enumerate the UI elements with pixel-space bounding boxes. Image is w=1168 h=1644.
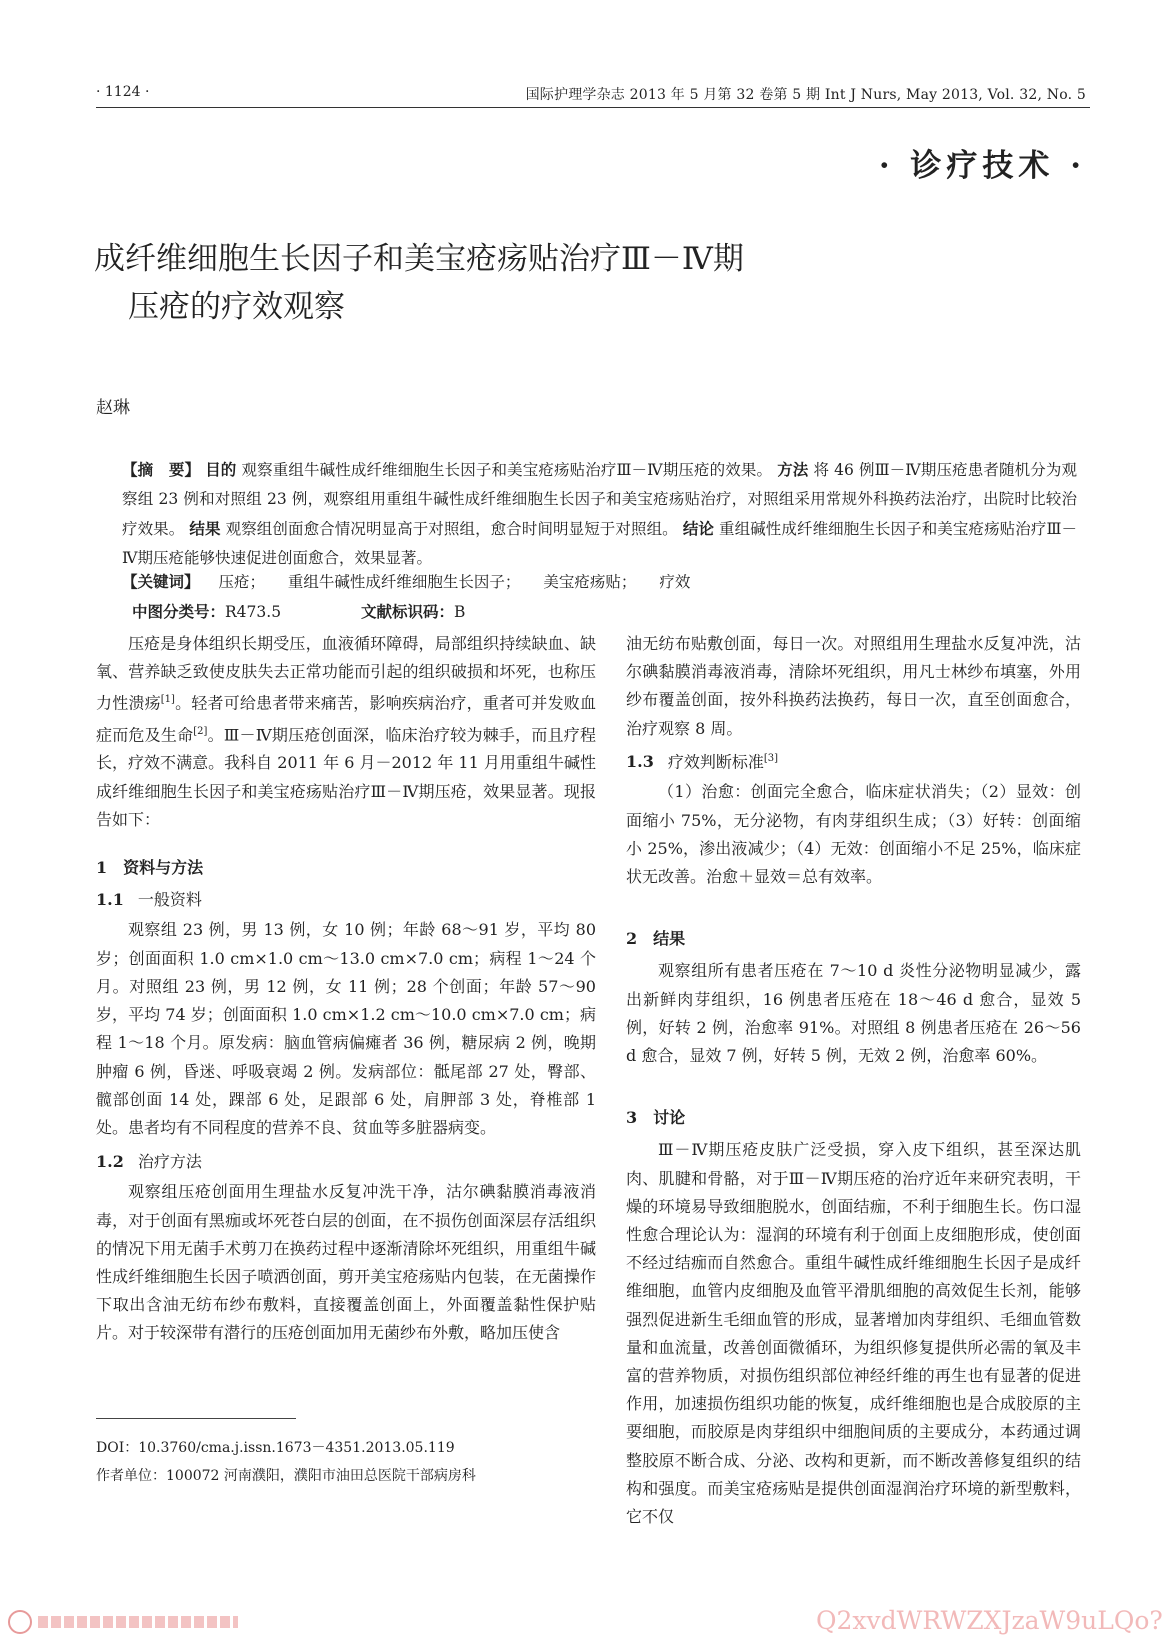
section-1-heading <box>96 854 596 882</box>
doc-code-label: 文献标识码： <box>360 602 454 621</box>
objective-label: 目的 <box>205 460 237 479</box>
section-1-2-heading <box>96 1148 596 1176</box>
section-1-3-heading <box>626 745 1081 777</box>
publisher-logo <box>8 1610 248 1636</box>
conclusion-label: 结论 <box>682 519 714 538</box>
section-1-1-heading <box>96 886 596 914</box>
section-number: 1.1 <box>96 890 124 910</box>
clc-code: R473.5 <box>225 603 282 621</box>
intro-text-a: 压疮是身体组织长期受压，血液循环障碍，局部组织持续缺血、缺氧、营养缺乏致使皮肤失去正常功能而引起的组织破损和坏死，也称压力性溃疡 <box>96 634 596 713</box>
logo-text-graphic <box>38 1616 238 1628</box>
section-2-paragraph: 观察组所有患者压疮在 7～10 d 炎性分泌物明显减少，露出新鲜肉芽组织，16 例患者压疮在 18～46 d 愈合，显效 5 例，好转 2 例，治愈率 91%。对照组 8 例患者压疮在 26～56 d 愈合，显效 7 例，好转 5 例，无效 2 例，治愈率 60%。 <box>626 961 1081 1065</box>
article-title <box>94 235 744 331</box>
keyword-item: 疗效 <box>659 573 691 591</box>
title-line-2: 压疮的疗效观察 <box>128 289 345 325</box>
section-title: 讨论 <box>653 1108 686 1128</box>
methods-text: 将 46 例Ⅲ－Ⅳ期压疮患者随机分为观察组 23 例和对照组 23 例，观察组用重组牛碱性成纤维细胞生长因子和美宝疮疡贴治疗，对照组采用常规外科换药法治疗，出院时比较治疗效果。 <box>122 461 1077 538</box>
keyword-item: 重组牛碱性成纤维细胞生长因子； <box>287 573 521 591</box>
reference-mark: [3] <box>763 752 779 764</box>
reference-mark: [2] <box>193 725 208 737</box>
body-column-left <box>96 630 596 1348</box>
journal-header: 国际护理学杂志 2013 年 5 月第 32 卷第 5 期 Int J Nurs, May 2013, Vol. 32, No. 5 <box>525 87 1086 103</box>
doi: DOI：10.3760/cma.j.issn.1673－4351.2013.05.119 <box>96 1440 455 1456</box>
classification <box>132 600 465 622</box>
seal-icon <box>8 1610 32 1634</box>
section-number: 1 <box>96 858 108 878</box>
section-tag: · 诊疗技术 · <box>878 148 1086 184</box>
abstract <box>122 455 1077 573</box>
section-title: 治疗方法 <box>137 1152 202 1172</box>
section-title: 结果 <box>653 929 686 949</box>
intro-paragraph <box>96 630 596 834</box>
conclusion-text: 重组碱性成纤维细胞生长因子和美宝疮疡贴治疗Ⅲ－Ⅳ期压疮能够快速促进创面愈合，效果显著。 <box>122 520 1077 567</box>
section-number: 2 <box>626 929 638 949</box>
keyword-item: 美宝疮疡贴； <box>543 573 637 591</box>
abstract-label: 【摘 要】 <box>122 460 201 479</box>
intro-text-b: 。轻者可给患者带来痛苦，影响疾病治疗，重者可并发败血症而危及生命 <box>96 693 596 745</box>
author-affiliation: 作者单位：100072 河南濮阳，濮阳市油田总医院干部病房科 <box>96 1468 476 1484</box>
footnote-rule <box>96 1418 296 1419</box>
section-1-2-paragraph: 观察组压疮创面用生理盐水反复冲洗干净，沽尔碘黏膜消毒液消毒，对于创面有黑痂或坏死苍白层的创面，在不损伤创面深层存活组织的情况下用无菌手术剪刀在换药过程中逐渐清除坏死组织，用重组牛碱性成纤维细胞生长因子喷洒创面，剪开美宝疮疡贴内包装，在无菌操作下取出含油无纺布纱布敷料，直接覆盖创面上，外面覆盖黏性保护贴片。对于较深带有潜行的压疮创面加用无菌纱布外敷，略加压使含 <box>96 1182 596 1343</box>
section-3-paragraph: Ⅲ－Ⅳ期压疮皮肤广泛受损，穿入皮下组织，甚至深达肌肉、肌腱和骨骼，对于Ⅲ－Ⅳ期压疮的治疗近年来研究表明，干燥的环境易导致细胞脱水，创面结痂，不利于细胞生长。伤口湿性愈合理论认为：湿润的环境有利于创面上皮细胞形成，使创面不经过结痂而自然愈合。重组牛碱性成纤维细胞生长因子是成纤维细胞，血管内皮细胞及血管平滑肌细胞的高效促生长剂，能够强烈促进新生毛细血管的形成，显著增加肉芽组织、毛细血管数量和血流量，改善创面微循环，为组织修复提供所必需的氧及丰富的营养物质，对损伤组织部位神经纤维的再生也有显著的促进作用，加速损伤组织功能的恢复，成纤维细胞也是合成胶原的主要细胞，而胶原是肉芽组织中细胞间质的主要成分，本药通过调整胶原不断合成、分泌、改构和更新，而不断改善修复组织的结构和强度。而美宝疮疡贴是提供创面湿润治疗环境的新型敷料，它不仅 <box>626 1140 1081 1527</box>
page-number: · 1124 · <box>96 84 150 100</box>
header-rule <box>96 107 1090 108</box>
section-number: 1.2 <box>96 1152 124 1172</box>
continued-paragraph: 油无纺布贴敷创面，每日一次。对照组用生理盐水反复冲洗，沽尔碘黏膜消毒液消毒，清除坏死组织，用凡士林纱布填塞，外用纱布覆盖创面，按外科换药法换药，每日一次，直至创面愈合，治疗观察 8 周。 <box>626 634 1081 738</box>
section-title: 一般资料 <box>137 890 202 910</box>
section-1-3-paragraph: （1）治愈：创面完全愈合，临床症状消失；（2）显效：创面缩小 75%，无分泌物，有肉芽组织生成；（3）好转：创面缩小 25%，渗出液减少；（4）无效：创面缩小不足 25%，临床症状无改善。治愈＋显效＝总有效率。 <box>626 782 1081 886</box>
doc-code: B <box>453 603 466 621</box>
keywords <box>122 570 708 592</box>
section-number: 1.3 <box>626 752 654 772</box>
objective-text: 观察重组牛碱性成纤维细胞生长因子和美宝疮疡贴治疗Ⅲ－Ⅳ期压疮的效果。 <box>241 461 773 479</box>
reference-mark: [1] <box>160 694 175 706</box>
author: 赵琳 <box>96 398 130 418</box>
section-2-heading <box>626 925 1081 953</box>
section-title: 资料与方法 <box>123 858 204 878</box>
section-3-heading <box>626 1104 1081 1132</box>
section-1-1-paragraph: 观察组 23 例，男 13 例，女 10 例；年龄 68～91 岁，平均 80 岁；创面面积 1.0 cm×1.0 cm～13.0 cm×7.0 cm；病程 1～24 个月。对照组 23 例，男 12 例，女 11 例；28 个创面；年龄 57～90 岁，平均 74 岁；创面面积 1.0 cm×1.2 cm～10.0 cm×7.0 cm；病程 1～18 个月。原发病：脑血管病偏瘫者 36 例，糖尿病 2 例，晚期肿瘤 6 例，昏迷、呼吸衰竭 2 例。发病部位：骶尾部 27 处，臀部、髋部创面 14 处，踝部 6 处，足跟部 6 处，肩胛部 3 处，脊椎部 1 处。患者均有不同程度的营养不良、贫血等多脏器病变。 <box>96 920 596 1137</box>
clc-label: 中图分类号： <box>132 602 226 621</box>
methods-label: 方法 <box>777 460 809 479</box>
title-line-1: 成纤维细胞生长因子和美宝疮疡贴治疗Ⅲ－Ⅳ期 <box>94 241 744 277</box>
section-number: 3 <box>626 1108 638 1128</box>
results-label: 结果 <box>189 519 221 538</box>
keywords-label: 【关键词】 <box>122 572 200 591</box>
section-title: 疗效判断标准 <box>667 752 764 772</box>
watermark: Q2xvdWRWZXJzaW9uLQo? <box>816 1606 1163 1635</box>
body-column-right <box>626 630 1081 1531</box>
intro-text-c: 。Ⅲ－Ⅳ期压疮创面深，临床治疗较为棘手，而且疗程长，疗效不满意。我科自 2011 年 6 月－2012 年 11 月用重组牛碱性成纤维细胞生长因子和美宝疮疡贴治疗Ⅲ－Ⅳ期压疮，效果显著。现报告如下： <box>96 725 596 829</box>
keyword-item: 压疮； <box>218 573 265 591</box>
results-text: 观察组创面愈合情况明显高于对照组，愈合时间明显短于对照组。 <box>225 520 678 538</box>
